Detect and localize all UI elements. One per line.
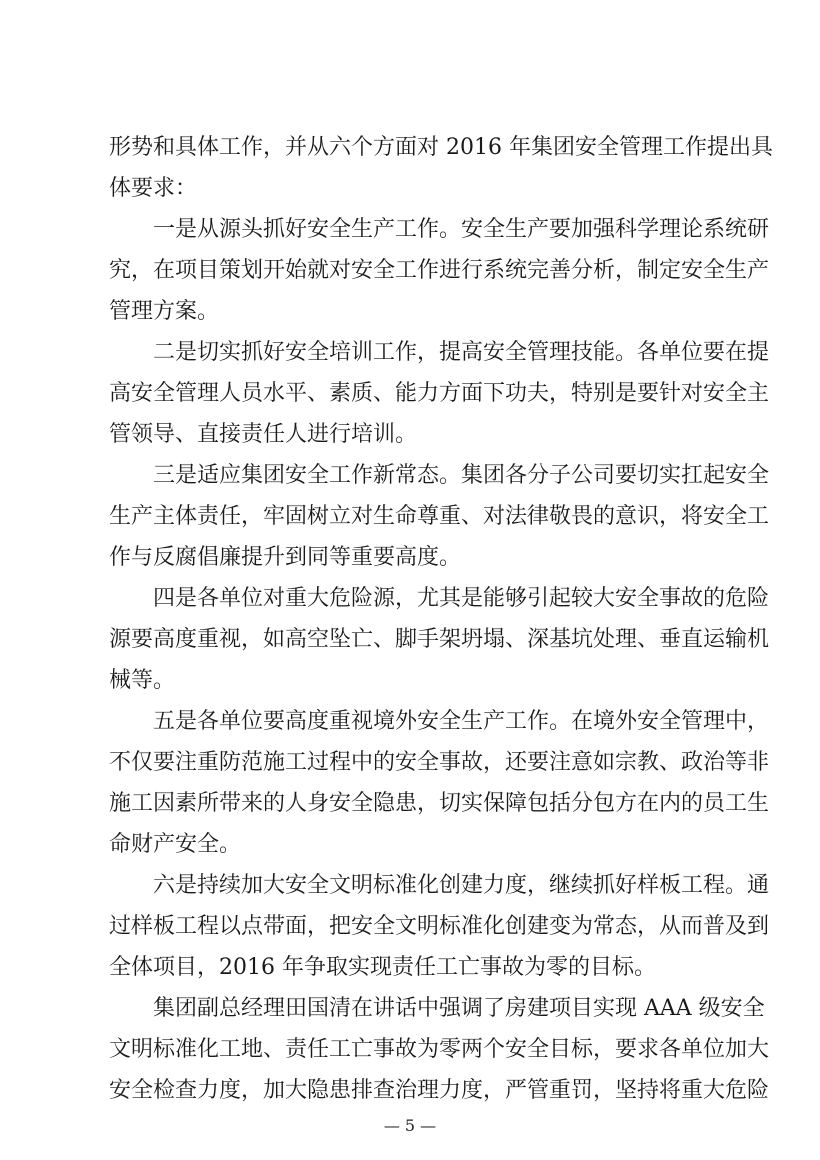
body-text-line: 管理方案。 — [109, 299, 220, 324]
body-text-line: 生产主体责任，牢固树立对生命尊重、对法律敬畏的意识，将安全工 — [109, 504, 770, 529]
paragraph-start-line: 一是从源头抓好安全生产工作。安全生产要加强科学理论系统研 — [153, 217, 770, 242]
paragraph-start-line: 四是各单位对重大危险源，尤其是能够引起较大安全事故的危险 — [153, 586, 770, 611]
body-text-line: 械等。 — [109, 668, 176, 693]
body-text-line: 全体项目，2016 年争取实现责任工亡事故为零的目标。 — [109, 955, 656, 980]
page-number: — 5 — — [383, 1116, 437, 1135]
paragraph-start-line: 六是持续加大安全文明标准化创建力度，继续抓好样板工程。通 — [153, 873, 770, 898]
body-text-line: 管领导、直接责任人进行培训。 — [109, 422, 418, 447]
body-text-line: 命财产安全。 — [109, 832, 242, 857]
body-text-line: 文明标准化工地、责任工亡事故为零两个安全目标，要求各单位加大 — [109, 1037, 770, 1062]
paragraph-start-line: 二是切实抓好安全培训工作，提高安全管理技能。各单位要在提 — [153, 340, 770, 365]
body-text-line: 究，在项目策划开始就对安全工作进行系统完善分析，制定安全生产 — [109, 258, 770, 283]
body-text-line: 过样板工程以点带面，把安全文明标准化创建变为常态，从而普及到 — [109, 914, 770, 939]
paragraph-start-line: 三是适应集团安全工作新常态。集团各分子公司要切实扛起安全 — [153, 463, 770, 488]
body-text-line: 安全检查力度，加大隐患排查治理力度，严管重罚，坚持将重大危险 — [109, 1078, 770, 1103]
body-text-line: 体要求： — [109, 176, 198, 201]
body-text-line: 不仅要注重防范施工过程中的安全事故，还要注意如宗教、政治等非 — [109, 750, 770, 775]
body-text-line: 高安全管理人员水平、素质、能力方面下功夫，特别是要针对安全主 — [109, 381, 770, 406]
paragraph-start-line: 集团副总经理田国清在讲话中强调了房建项目实现 AAA 级安全 — [153, 996, 765, 1021]
body-text-line: 形势和具体工作，并从六个方面对 2016 年集团安全管理工作提出具 — [109, 135, 773, 160]
body-text-line: 源要高度重视，如高空坠亡、脚手架坍塌、深基坑处理、垂直运输机 — [109, 627, 770, 652]
body-text-line: 作与反腐倡廉提升到同等重要高度。 — [109, 545, 462, 570]
paragraph-start-line: 五是各单位要高度重视境外安全生产工作。在境外安全管理中， — [153, 709, 770, 734]
body-text-line: 施工因素所带来的人身安全隐患，切实保障包括分包方在内的员工生 — [109, 791, 770, 816]
